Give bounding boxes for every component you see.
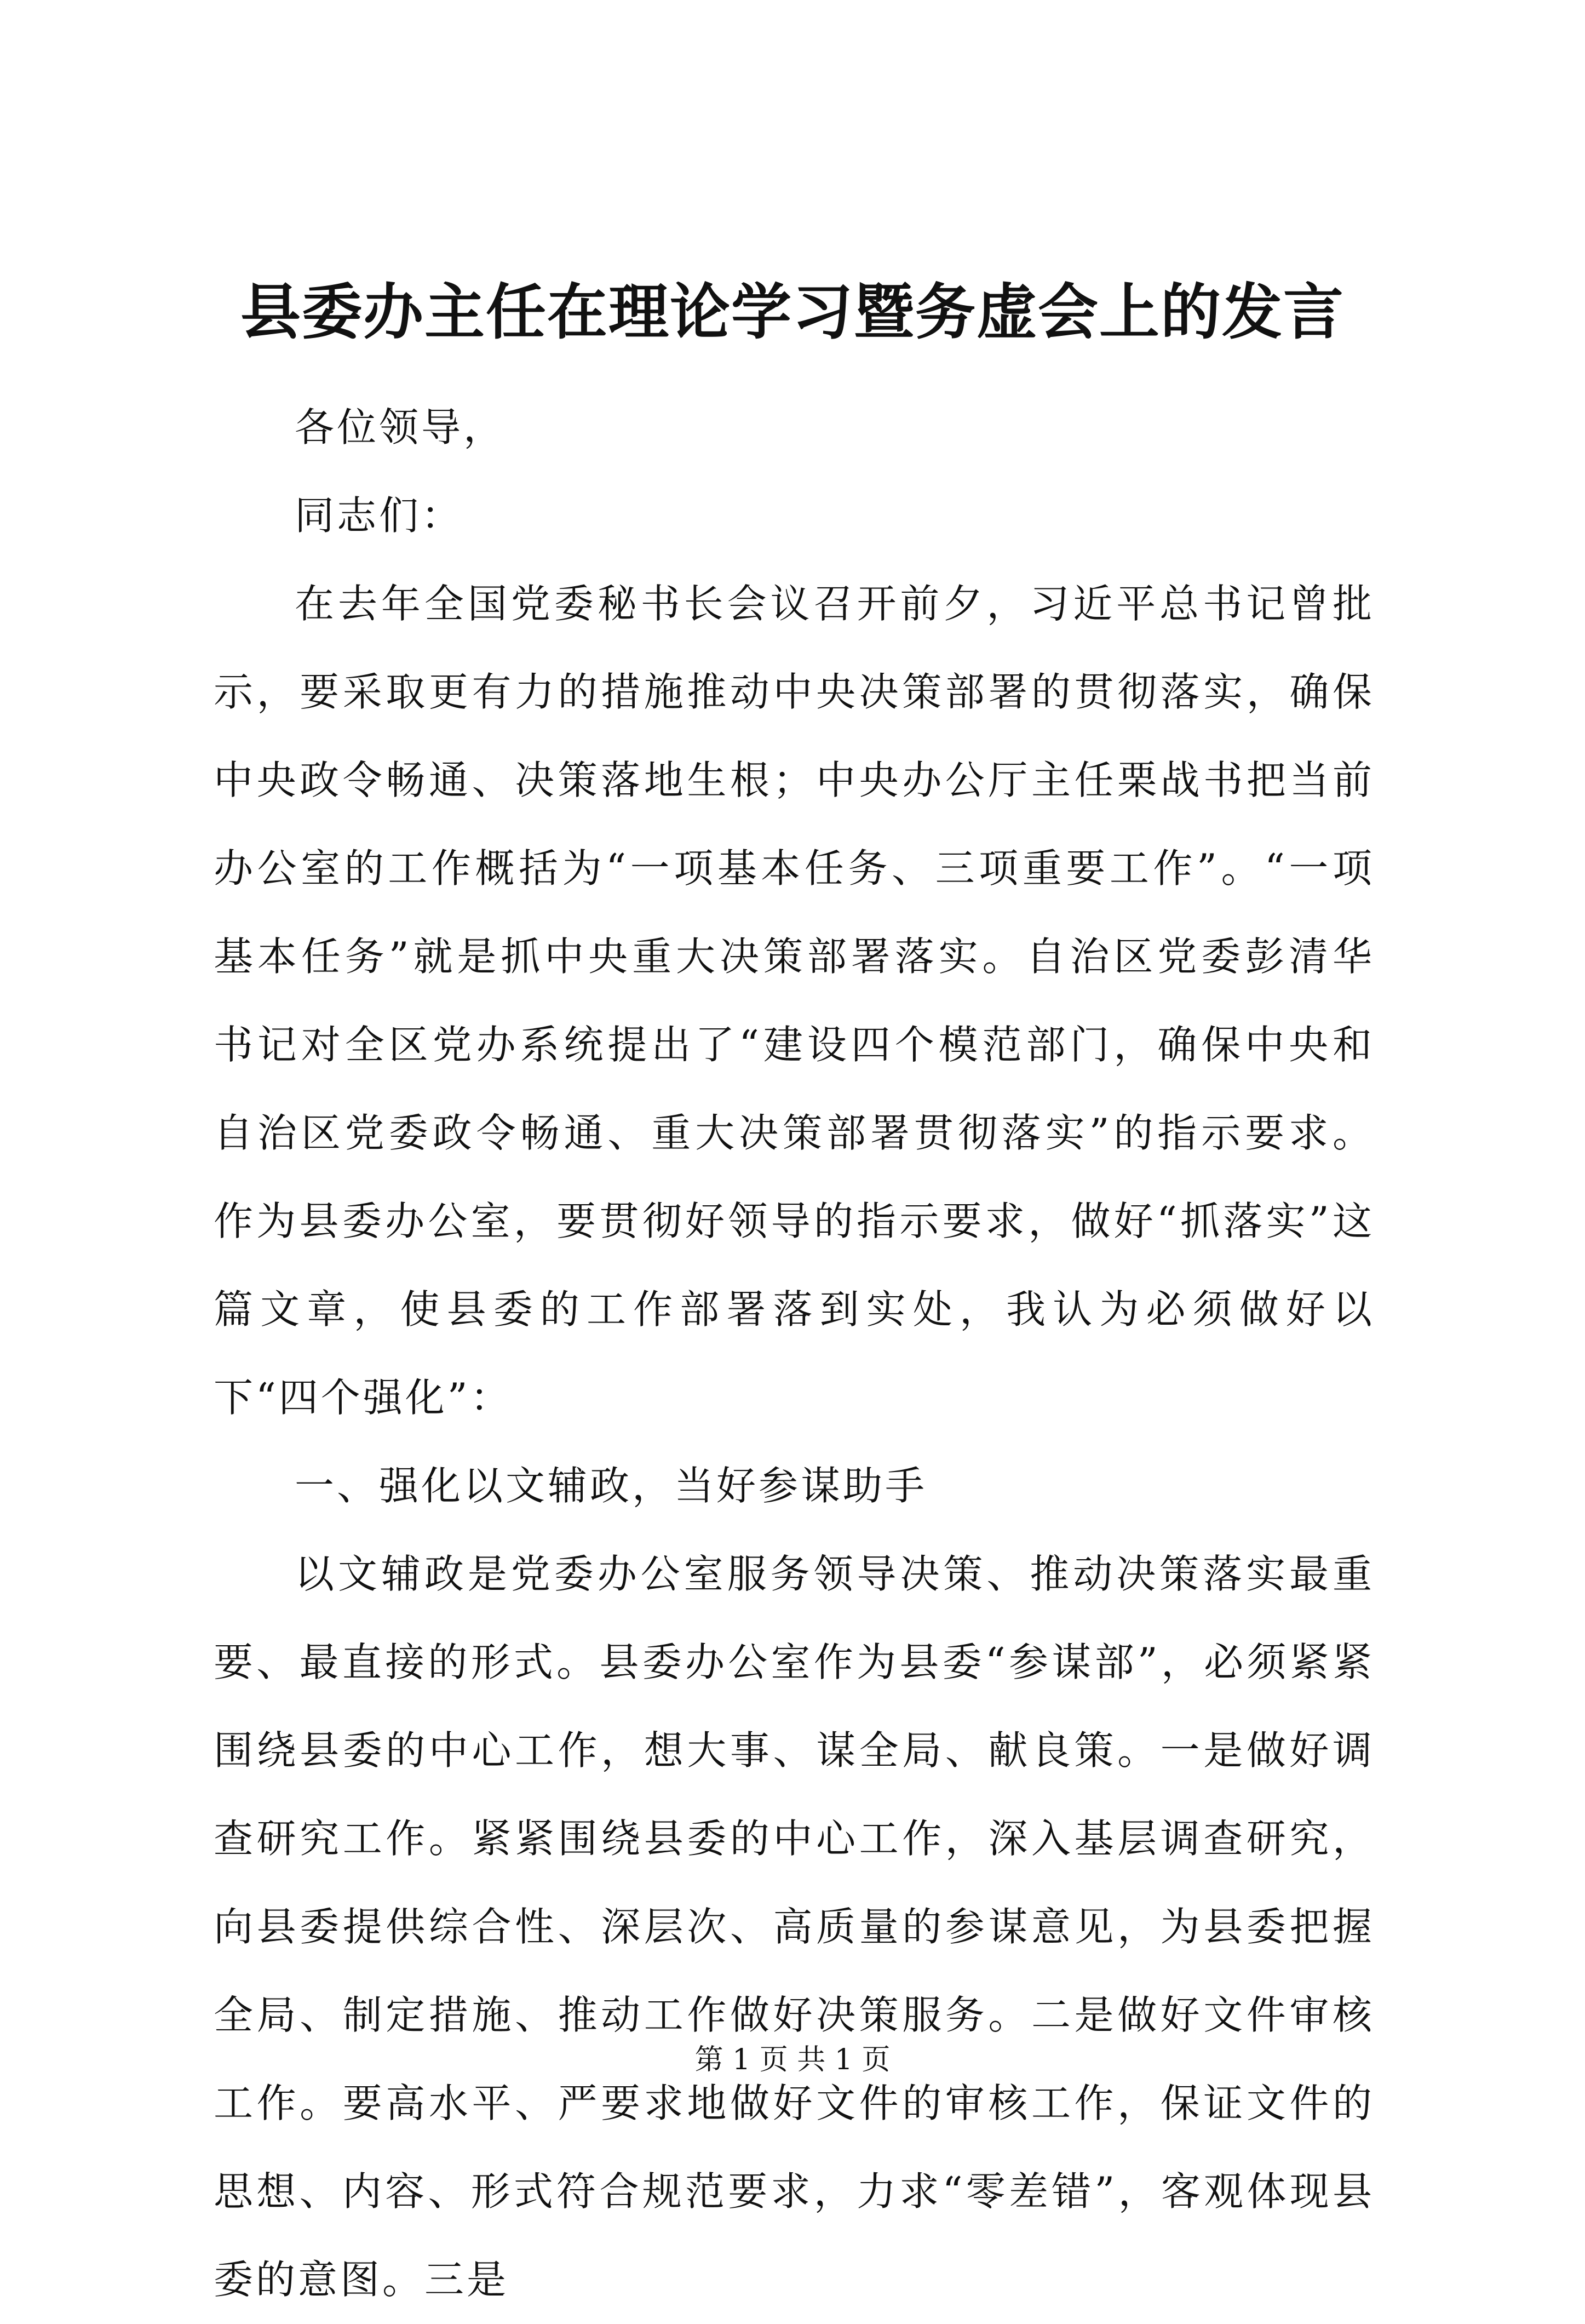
section-heading-1: 一、强化以文辅政，当好参谋助手	[295, 1463, 928, 1509]
document-title: 县委办主任在理论学习暨务虚会上的发言	[240, 277, 1345, 347]
section-1-paragraph: 以文辅政是党委办公室服务领导决策、推动决策落实最重要、最直接的形式。县委办公室作为县委“参谋部”，必须紧紧围绕县委的中心工作，想大事、谋全局、献良策。一是做好调查研究工作。紧紧围绕县委的中心工作，深入基层调查研究，向县委提供综合性、深层次、高质量的参谋意见，为县委把握全局、制定措施、推动工作做好决策服务。二是做好文件审核工作。要高水平、严要求地做好文件的审核工作，保证文件的思想、内容、形式符合规范要求，力求“零差错”，客观体现县委的意图。三是	[214, 1551, 1375, 2303]
intro-paragraph: 在去年全国党委秘书长会议召开前夕，习近平总书记曾批示，要采取更有力的措施推动中央决策部署的贯彻落实，确保中央政令畅通、决策落地生根；中央办公厅主任栗战书把当前办公室的工作概括为“一项基本任务、三项重要工作”。“一项基本任务”就是抓中央重大决策部署落实。自治区党委彭清华书记对全区党办系统提出了“建设四个模范部门，确保中央和自治区党委政令畅通、重大决策部署贯彻落实”的指示要求。作为县委办公室，要贯彻好领导的指示要求，做好“抓落实”这篇文章，使县委的工作部署落到实处，我认为必须做好以下“四个强化”：	[214, 581, 1375, 1421]
page-footer	[0, 2041, 1585, 2079]
document-body	[214, 383, 1375, 2324]
salutation-comrades: 同志们：	[295, 493, 464, 539]
salutation-leaders: 各位领导，	[295, 404, 506, 450]
page-number-label: 第 1 页 共 1 页	[694, 2043, 891, 2076]
